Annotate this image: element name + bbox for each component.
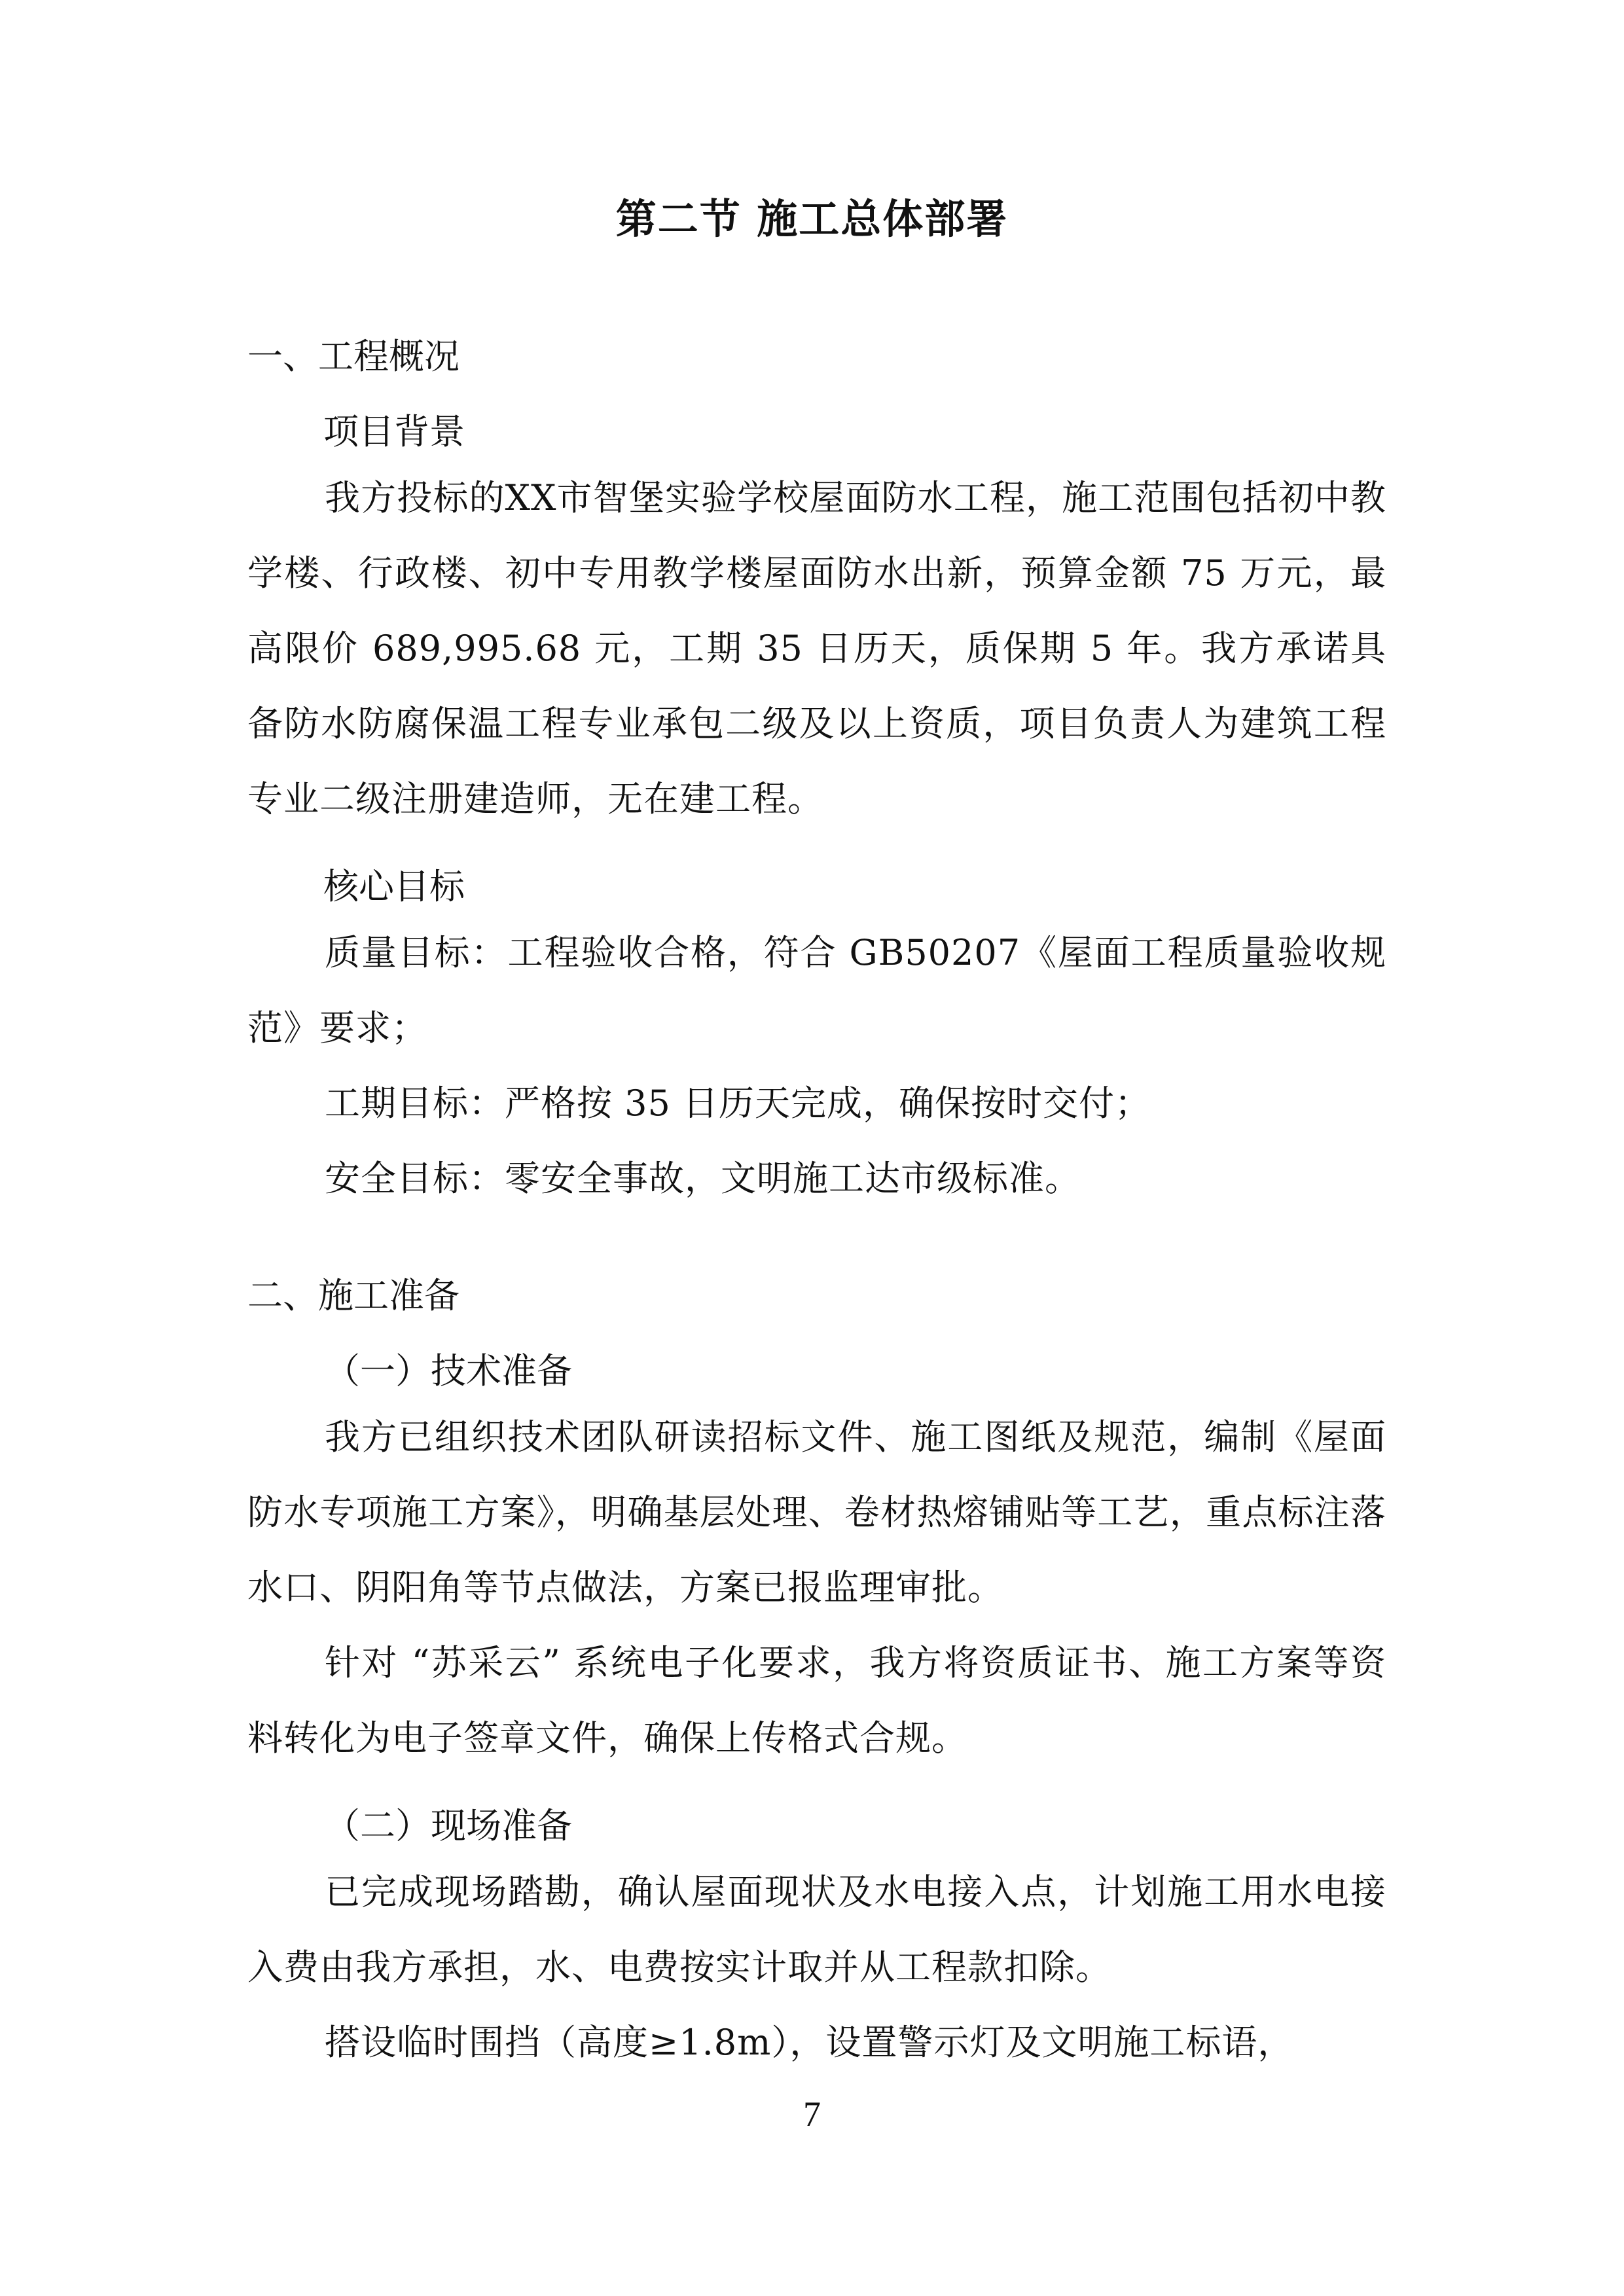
subheading-site-prep: （二）现场准备 xyxy=(325,1805,572,1846)
paragraph-technical-prep: 我方已组织技术团队研读招标文件、施工图纸及规范，编制《屋面防水专项施工方案》，明确基层处理、卷材热熔铺贴等工艺，重点标注落水口、阴阳角等节点做法，方案已报监理审批。 xyxy=(247,1416,1386,1608)
subheading-technical-prep: （一）技术准备 xyxy=(325,1350,572,1391)
paragraph-schedule-goal: 工期目标：严格按 35 日历天完成，确保按时交付； xyxy=(325,1083,1151,1124)
paragraph-quality-goal: 质量目标：工程验收合格，符合 GB50207《屋面工程质量验收规范》要求； xyxy=(247,932,1386,1049)
paragraph-project-background: 我方投标的XX市智堡实验学校屋面防水工程，施工范围包括初中教学楼、行政楼、初中专用教学楼屋面防水出新，预算金额 75 万元，最高限价 689,995.68 元，工期 35 日历天，质保期 5 年。我方承诺具备防水防腐保温工程专业承包二级及以上资质，项目负责人为建筑工程专业二级注册建造师，无在建工程。 xyxy=(247,477,1386,819)
paragraph-site-fencing: 搭设临时围挡（高度≥1.8m），设置警示灯及文明施工标语， xyxy=(325,2022,1294,2063)
paragraph-site-survey: 已完成现场踏勘，确认屋面现状及水电接入点，计划施工用水电接入费由我方承担，水、电费按实计取并从工程款扣除。 xyxy=(247,1871,1386,1988)
section-heading-preparation: 二、施工准备 xyxy=(247,1275,460,1316)
paragraph-safety-goal: 安全目标：零安全事故，文明施工达市级标准。 xyxy=(325,1158,1081,1199)
section-heading-overview: 一、工程概况 xyxy=(247,336,460,377)
section-title: 第二节 施工总体部署 xyxy=(615,195,1009,243)
paragraph-electronic-docs: 针对 “苏采云” 系统电子化要求，我方将资质证书、施工方案等资料转化为电子签章文件，确保上传格式合规。 xyxy=(247,1642,1386,1759)
subheading-core-goals: 核心目标 xyxy=(323,866,465,907)
subheading-project-background: 项目背景 xyxy=(323,411,465,452)
page-number: 7 xyxy=(803,2094,821,2134)
